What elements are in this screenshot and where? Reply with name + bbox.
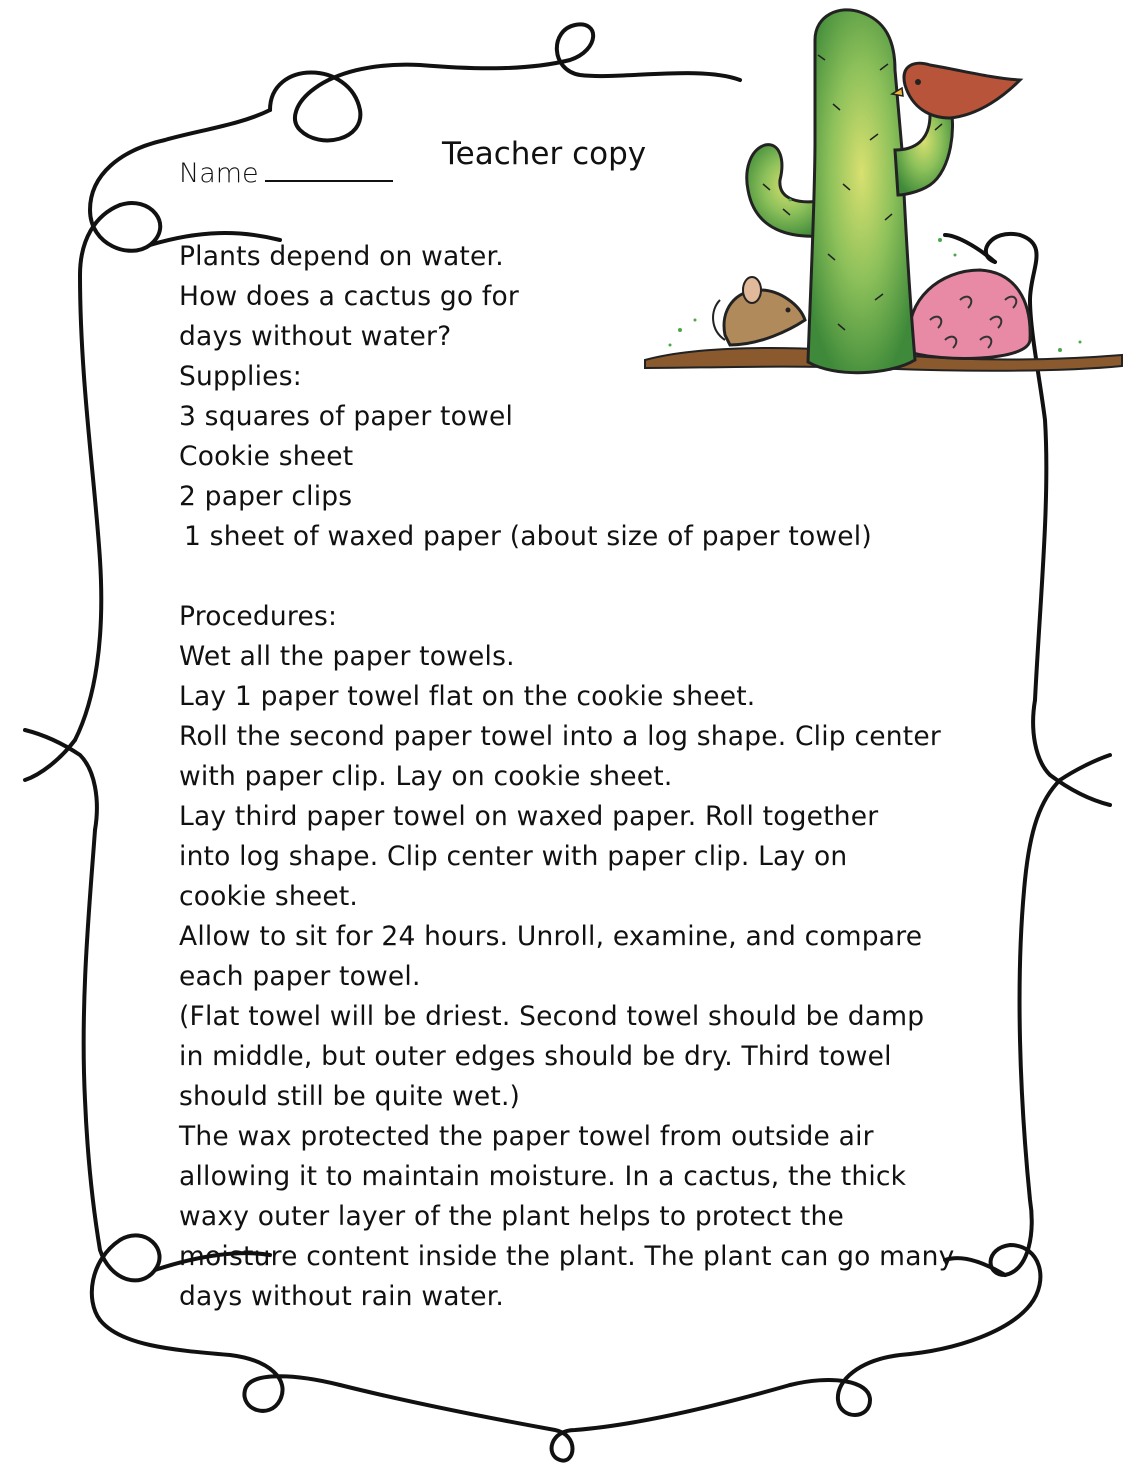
procedure-line: cookie sheet. <box>179 881 359 912</box>
procedure-line: Lay third paper towel on waxed paper. Roll together <box>179 801 879 832</box>
worksheet-body <box>179 237 979 1317</box>
procedure-line: The wax protected the paper towel from outside air <box>179 1121 874 1152</box>
supply-item: 2 paper clips <box>179 481 353 512</box>
supply-item: Cookie sheet <box>179 441 354 472</box>
name-label: Name <box>179 158 259 189</box>
procedure-line: should still be quite wet.) <box>179 1081 521 1112</box>
procedure-line: days without rain water. <box>179 1281 505 1312</box>
procedure-line: with paper clip. Lay on cookie sheet. <box>179 761 673 792</box>
procedures-heading: Procedures: <box>179 601 338 632</box>
procedure-line: in middle, but outer edges should be dry. Third towel <box>179 1041 892 1072</box>
teacher-copy-title: Teacher copy <box>442 136 647 172</box>
intro-line: How does a cactus go for <box>179 281 519 312</box>
procedure-line: each paper towel. <box>179 961 421 992</box>
procedure-line: (Flat towel will be driest. Second towel should be damp <box>179 1001 925 1032</box>
procedure-line: into log shape. Clip center with paper clip. Lay on <box>179 841 848 872</box>
spacer <box>179 557 979 597</box>
name-field-line <box>179 158 393 189</box>
procedure-line: Roll the second paper towel into a log shape. Clip center <box>179 721 941 752</box>
supplies-heading: Supplies: <box>179 361 302 392</box>
procedure-line: moisture content inside the plant. The plant can go many <box>179 1241 955 1272</box>
intro-line: Plants depend on water. <box>179 241 504 272</box>
name-blank[interactable] <box>265 158 393 182</box>
supply-item: 3 squares of paper towel <box>179 401 514 432</box>
procedure-line: allowing it to maintain moisture. In a cactus, the thick <box>179 1161 907 1192</box>
procedure-line: Lay 1 paper towel flat on the cookie sheet. <box>179 681 756 712</box>
procedure-line: Wet all the paper towels. <box>179 641 515 672</box>
supply-item: 1 sheet of waxed paper (about size of paper towel) <box>184 521 872 552</box>
procedure-line: waxy outer layer of the plant helps to protect the <box>179 1201 844 1232</box>
procedure-line: Allow to sit for 24 hours. Unroll, examine, and compare <box>179 921 923 952</box>
intro-line: days without water? <box>179 321 452 352</box>
